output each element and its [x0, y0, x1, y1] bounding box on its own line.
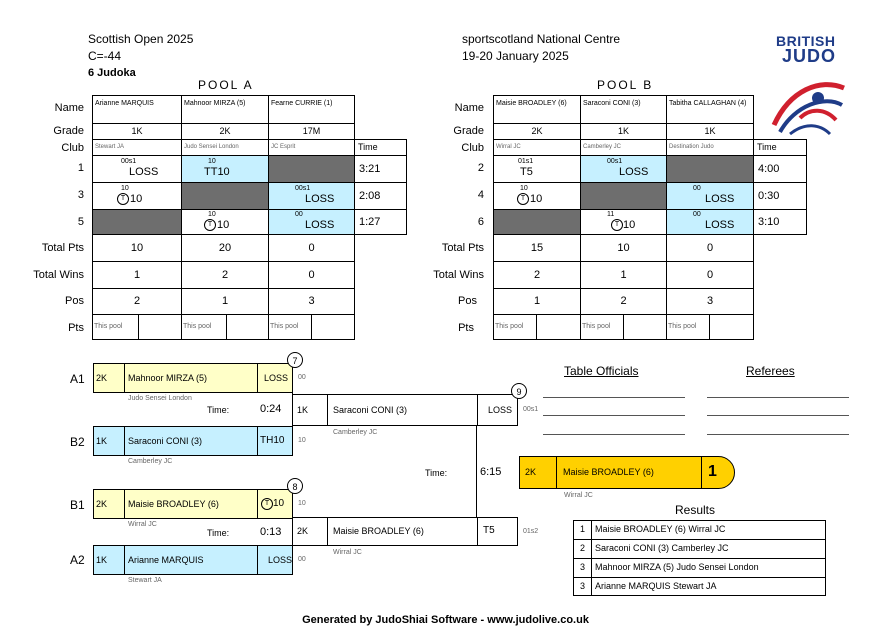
- pool-b-pts-box: [536, 314, 581, 340]
- pool-a-score-cell: 10 T 10: [181, 209, 269, 235]
- pool-a-pts-box: [311, 314, 355, 340]
- pool-a-score-cell: 00 LOSS: [268, 209, 355, 235]
- results-row: 3 Mahnoor MIRZA (5) Judo Sensei London: [574, 558, 825, 578]
- match-7-number: 7: [287, 352, 303, 368]
- ippon-icon: T: [117, 193, 129, 205]
- m8-bottom-club: Stewart JA: [128, 577, 162, 584]
- m9-time: 6:15: [480, 466, 502, 478]
- official-line: [543, 397, 685, 398]
- pool-a-this-pool: This pool: [268, 314, 312, 340]
- pool-b-match-time: 4:00: [753, 155, 807, 183]
- pool-b-score-cell: 00s1 LOSS: [580, 155, 667, 183]
- match-8-number: 8: [287, 478, 303, 494]
- pool-b-pos: 2: [580, 288, 667, 315]
- m8-top-competitor: 2K Maisie BROADLEY (6) T 10: [93, 489, 293, 519]
- venue: sportscotland National Centre: [462, 32, 621, 46]
- total-pts-label-a: Total Pts: [41, 242, 84, 254]
- referee-line: [707, 397, 849, 398]
- pool-a-player-1-grade: 1K: [92, 123, 182, 140]
- pool-b-player-2-club: Camberley JC: [580, 139, 667, 156]
- pool-b-pts-box: [709, 314, 754, 340]
- m9-bottom-small: 01s2: [523, 528, 539, 535]
- referee-line: [707, 415, 849, 416]
- pool-b-pos: 1: [493, 288, 581, 315]
- m7-bottom-club: Camberley JC: [128, 458, 173, 465]
- pool-a-player-1-name: Arianne MARQUIS: [92, 95, 182, 124]
- logo-text-top: BRITISH: [776, 33, 836, 49]
- grade-label-a: Grade: [53, 125, 84, 137]
- pool-b-total-pts: 0: [666, 234, 754, 262]
- pool-b-pos: 3: [666, 288, 754, 315]
- pool-a-total-wins: 0: [268, 261, 355, 289]
- event-title: Scottish Open 2025: [88, 32, 194, 46]
- ippon-icon: T: [611, 219, 623, 231]
- pool-a-match-time: 3:21: [354, 155, 407, 183]
- pool-a-player-2-club: Judo Sensei London: [181, 139, 269, 156]
- m7-top-competitor: 2K Mahnoor MIRZA (5) LOSS: [93, 363, 293, 393]
- pool-a-pos: 2: [92, 288, 182, 315]
- pool-b-player-1-grade: 2K: [493, 123, 581, 140]
- seed-b2: B2: [70, 435, 85, 449]
- pool-a-total-wins: 1: [92, 261, 182, 289]
- pool-a-total-pts: 20: [181, 234, 269, 262]
- judoka-count: 6 Judoka: [88, 67, 136, 79]
- pos-label-b: Pos: [458, 295, 477, 307]
- seed-b1: B1: [70, 498, 85, 512]
- pool-b-total-pts: 15: [493, 234, 581, 262]
- winner-club: Wirral JC: [564, 492, 593, 499]
- ippon-icon: T: [517, 193, 529, 205]
- m8-bottom-small: 00: [298, 556, 306, 563]
- ippon-icon: T: [204, 219, 216, 231]
- pool-b-time-header: Time: [753, 139, 807, 156]
- pool-b-player-2-name: Saraconi CONI (3): [580, 95, 667, 124]
- pts-label-b: Pts: [458, 322, 474, 334]
- pool-b-self-cell: [493, 209, 581, 235]
- judo-figure-icon: [770, 70, 850, 140]
- club-label-b: Club: [461, 142, 484, 154]
- m9-top-small: 00s1: [523, 406, 539, 413]
- match-9-number: 9: [511, 383, 527, 399]
- event-dates: 19-20 January 2025: [462, 49, 569, 63]
- pool-b-score-cell: 11 T 10: [580, 209, 667, 235]
- results-heading: Results: [675, 503, 716, 517]
- pool-b-score-cell: 01s1 T5: [493, 155, 581, 183]
- pool-a-player-3-club: JC Esprit: [268, 139, 355, 156]
- table-officials-heading: Table Officials: [564, 364, 639, 378]
- pool-b-self-cell: [580, 182, 667, 210]
- pool-a-pos: 1: [181, 288, 269, 315]
- pool-b-this-pool: This pool: [580, 314, 624, 340]
- pool-a-self-cell: [268, 155, 355, 183]
- pool-a-score-cell: 10 T 10: [92, 182, 182, 210]
- results-row: 3 Arianne MARQUIS Stewart JA: [574, 577, 825, 595]
- pool-a-player-3-name: Fearne CURRIE (1): [268, 95, 355, 124]
- m9-bottom-club: Wirral JC: [333, 549, 362, 556]
- pool-b-player-1-name: Maisie BROADLEY (6): [493, 95, 581, 124]
- ippon-icon: T: [261, 498, 273, 510]
- m8-time: 0:13: [260, 526, 282, 538]
- pool-b-pts-box: [623, 314, 667, 340]
- pos-label-a: Pos: [65, 295, 84, 307]
- grade-label-b: Grade: [453, 125, 484, 137]
- footer-generated-by: Generated by JudoShiai Software - www.judolive.co.uk: [302, 614, 589, 626]
- pool-a-score-cell: 00s1 LOSS: [268, 182, 355, 210]
- m9-top-club: Camberley JC: [333, 429, 378, 436]
- pool-b-player-1-club: Wirral JC: [493, 139, 581, 156]
- pool-a-title: POOL A: [198, 78, 254, 92]
- pool-a-player-3-grade: 17M: [268, 123, 355, 140]
- logo-text-bottom: JUDO: [782, 46, 837, 66]
- pool-a-pos: 3: [268, 288, 355, 315]
- m7-bottom-small: 10: [298, 437, 306, 444]
- pool-b-score-cell: 10 T 10: [493, 182, 581, 210]
- pool-a-row-num: 5: [77, 216, 84, 228]
- pool-a-total-wins: 2: [181, 261, 269, 289]
- pool-a-match-time: 2:08: [354, 182, 407, 210]
- official-line: [543, 415, 685, 416]
- m9-time-label: Time:: [425, 468, 448, 478]
- pool-a-self-cell: [181, 182, 269, 210]
- british-judo-logo: [770, 30, 850, 140]
- total-wins-label-b: Total Wins: [433, 269, 484, 281]
- seed-a1: A1: [70, 372, 85, 386]
- pool-a-player-2-name: Mahnoor MIRZA (5): [181, 95, 269, 124]
- pool-b-this-pool: This pool: [666, 314, 710, 340]
- pool-b-match-time: 0:30: [753, 182, 807, 210]
- pool-a-pts-box: [226, 314, 269, 340]
- pool-a-pts-box: [138, 314, 182, 340]
- pool-a-this-pool: This pool: [181, 314, 227, 340]
- pool-b-title: POOL B: [597, 78, 654, 92]
- m7-time: 0:24: [260, 403, 282, 415]
- pool-b-this-pool: This pool: [493, 314, 537, 340]
- pool-b-player-3-club: Destination Judo: [666, 139, 754, 156]
- pool-a-player-2-grade: 2K: [181, 123, 269, 140]
- pool-a-time-header: Time: [354, 139, 407, 156]
- total-wins-label-a: Total Wins: [33, 269, 84, 281]
- pool-a-row-num: 3: [77, 189, 84, 201]
- pool-a-match-time: 1:27: [354, 209, 407, 235]
- pool-a-total-pts: 10: [92, 234, 182, 262]
- final-winner: 2K Maisie BROADLEY (6) 1: [519, 456, 735, 489]
- pool-b-row-num: 2: [477, 162, 484, 174]
- pool-b-player-2-grade: 1K: [580, 123, 667, 140]
- pool-b-player-3-grade: 1K: [666, 123, 754, 140]
- official-line: [543, 434, 685, 435]
- m8-time-label: Time:: [207, 528, 230, 538]
- pool-b-match-time: 3:10: [753, 209, 807, 235]
- pool-b-row-num: 6: [477, 216, 484, 228]
- pool-b-total-wins: 1: [580, 261, 667, 289]
- results-row: 2 Saraconi CONI (3) Camberley JC: [574, 539, 825, 559]
- pool-b-total-pts: 10: [580, 234, 667, 262]
- pool-b-score-cell: 00 LOSS: [666, 209, 754, 235]
- pool-b-self-cell: [666, 155, 754, 183]
- club-label-a: Club: [61, 142, 84, 154]
- pool-a-this-pool: This pool: [92, 314, 139, 340]
- pool-b-player-3-name: Tabitha CALLAGHAN (4): [666, 95, 754, 124]
- category: C=-44: [88, 49, 122, 63]
- pts-label-a: Pts: [68, 322, 84, 334]
- m9-top-competitor: 1K Saraconi CONI (3) LOSS: [292, 394, 518, 426]
- name-label-a: Name: [54, 102, 84, 114]
- pool-a-score-cell: 10 TT10: [181, 155, 269, 183]
- m7-top-club: Judo Sensei London: [128, 395, 192, 402]
- seed-a2: A2: [70, 553, 85, 567]
- referee-line: [707, 434, 849, 435]
- pool-b-total-wins: 0: [666, 261, 754, 289]
- referees-heading: Referees: [746, 364, 795, 378]
- m8-top-small: 10: [298, 500, 306, 507]
- pool-a-self-cell: [92, 209, 182, 235]
- pool-a-player-1-club: Stewart JA: [92, 139, 182, 156]
- pool-b-row-num: 4: [477, 189, 484, 201]
- pool-b-total-wins: 2: [493, 261, 581, 289]
- m8-top-club: Wirral JC: [128, 521, 157, 528]
- results-row: 1 Maisie BROADLEY (6) Wirral JC: [574, 521, 825, 540]
- total-pts-label-b: Total Pts: [441, 242, 484, 254]
- m9-bottom-competitor: 2K Maisie BROADLEY (6) T5: [292, 517, 518, 546]
- pool-a-score-cell: 00s1 LOSS: [92, 155, 182, 183]
- name-label-b: Name: [454, 102, 484, 114]
- m7-time-label: Time:: [207, 405, 230, 415]
- pool-a-total-pts: 0: [268, 234, 355, 262]
- m7-top-small: 00: [298, 374, 306, 381]
- pool-a-row-num: 1: [77, 162, 84, 174]
- m7-bottom-competitor: 1K Saraconi CONI (3) TH10: [93, 426, 293, 456]
- m8-bottom-competitor: 1K Arianne MARQUIS LOSS: [93, 545, 293, 575]
- results-table: [573, 520, 826, 596]
- pool-b-score-cell: 00 LOSS: [666, 182, 754, 210]
